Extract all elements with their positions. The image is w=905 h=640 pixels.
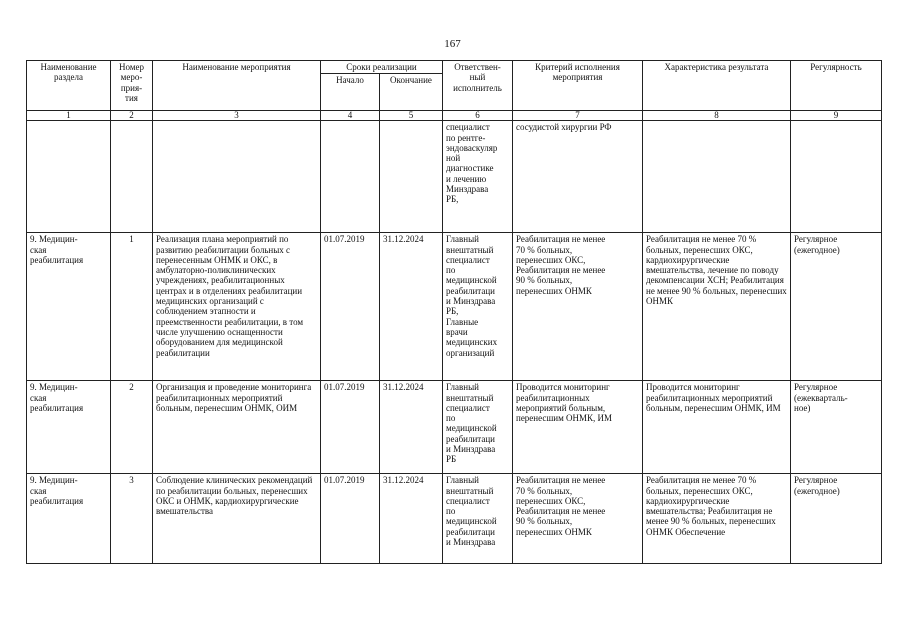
cell-criterion: сосудистой хирургии РФ [513,121,643,233]
cell-executor: Главный внештатный специалист по медицинской реабилитаци и Минздрава РБ [443,381,513,474]
table-row [27,474,882,564]
cell-start: 01.07.2019 [321,474,380,564]
header-criterion: Критерий исполнения мероприятия [513,61,643,111]
cell-result: Реабилитация не менее 70 % больных, перенесших ОКС, кардиохирургические вмешательства; Реабилитация не менее 90 % больных, перенесших ОНМК Обеспечение [643,474,791,564]
cell-section: 9. Медицин- ская реабилитация [27,233,111,381]
cell-result: Проводится мониторинг реабилитационных мероприятий больным, перенесшим ОНМК, ИМ [643,381,791,474]
continuation-row [27,121,882,233]
column-number-row [27,111,882,121]
cell-section: 9. Медицин- ская реабилитация [27,474,111,564]
page-number: 167 [444,38,461,50]
cell-start [321,121,380,233]
cell-number [111,121,153,233]
header-executor: Ответствен- ный исполнитель [443,61,513,111]
cell-end: 31.12.2024 [380,381,443,474]
activity-table [26,60,882,564]
cell-number: 1 [111,233,153,381]
header-regularity: Регулярность [791,61,882,111]
cell-activity: Организация и проведение мониторинга реабилитационных мероприятий больным, перенесшим ОНМК, ОИМ [153,381,321,474]
cell-criterion: Проводится мониторинг реабилитационных мероприятий больным, перенесшим ОНМК, ИМ [513,381,643,474]
cell-activity [153,121,321,233]
header-timeframe: Сроки реализации [321,61,443,74]
cell-criterion: Реабилитация не менее 70 % больных, перенесших ОКС, Реабилитация не менее 90 % больных, перенесших ОНМК [513,474,643,564]
column-number: 4 [321,111,380,121]
cell-start: 01.07.2019 [321,233,380,381]
cell-activity: Реализация плана мероприятий по развитию реабилитации больных с перенесенным ОНМК и ОКС, в амбулаторно-поликлинических учреждениях, реабилитационных центрах и в отделениях реабилитации медицинских организаций с соблюдением этапности и преемственности реабилитации, в том числе улучшению оснащенности оборудованием для медицинской реабилитации [153,233,321,381]
cell-regularity [791,121,882,233]
cell-section [27,121,111,233]
header-row [27,61,882,74]
cell-result: Реабилитация не менее 70 % больных, перенесших ОКС, кардиохирургические вмешательства, лечение по поводу декомпенсации ХСН; Реабилитация не менее 90 % больных, перенесших ОНМК [643,233,791,381]
header-result: Характеристика результата [643,61,791,111]
cell-criterion: Реабилитация не менее 70 % больных, перенесших ОКС, Реабилитация не менее 90 % больных, перенесших ОНМК [513,233,643,381]
table-row [27,381,882,474]
cell-result [643,121,791,233]
column-number: 3 [153,111,321,121]
header-end: Окончание [380,74,443,111]
cell-number: 3 [111,474,153,564]
header-number: Номер меро- прия- тия [111,61,153,111]
cell-end: 31.12.2024 [380,474,443,564]
cell-end [380,121,443,233]
table-row [27,233,882,381]
cell-executor: специалист по рентге- эндоваскуляр ной диагностике и лечению Минздрава РБ, [443,121,513,233]
cell-regularity: Регулярное (ежегодное) [791,474,882,564]
cell-regularity: Регулярное (ежекварталь- ное) [791,381,882,474]
header-section: Наименование раздела [27,61,111,111]
header-activity: Наименование мероприятия [153,61,321,111]
column-number: 6 [443,111,513,121]
cell-executor: Главный внештатный специалист по медицинской реабилитаци и Минздрава РБ, Главные врачи медицинских организаций [443,233,513,381]
column-number: 2 [111,111,153,121]
column-number: 1 [27,111,111,121]
cell-activity: Соблюдение клинических рекомендаций по реабилитации больных, перенесших ОКС и ОНМК, кардиохирургические вмешательства [153,474,321,564]
header-start: Начало [321,74,380,111]
column-number: 9 [791,111,882,121]
cell-number: 2 [111,381,153,474]
cell-regularity: Регулярное (ежегодное) [791,233,882,381]
column-number: 8 [643,111,791,121]
column-number: 7 [513,111,643,121]
cell-end: 31.12.2024 [380,233,443,381]
column-number: 5 [380,111,443,121]
cell-start: 01.07.2019 [321,381,380,474]
cell-executor: Главный внештатный специалист по медицинской реабилитаци и Минздрава [443,474,513,564]
cell-section: 9. Медицин- ская реабилитация [27,381,111,474]
